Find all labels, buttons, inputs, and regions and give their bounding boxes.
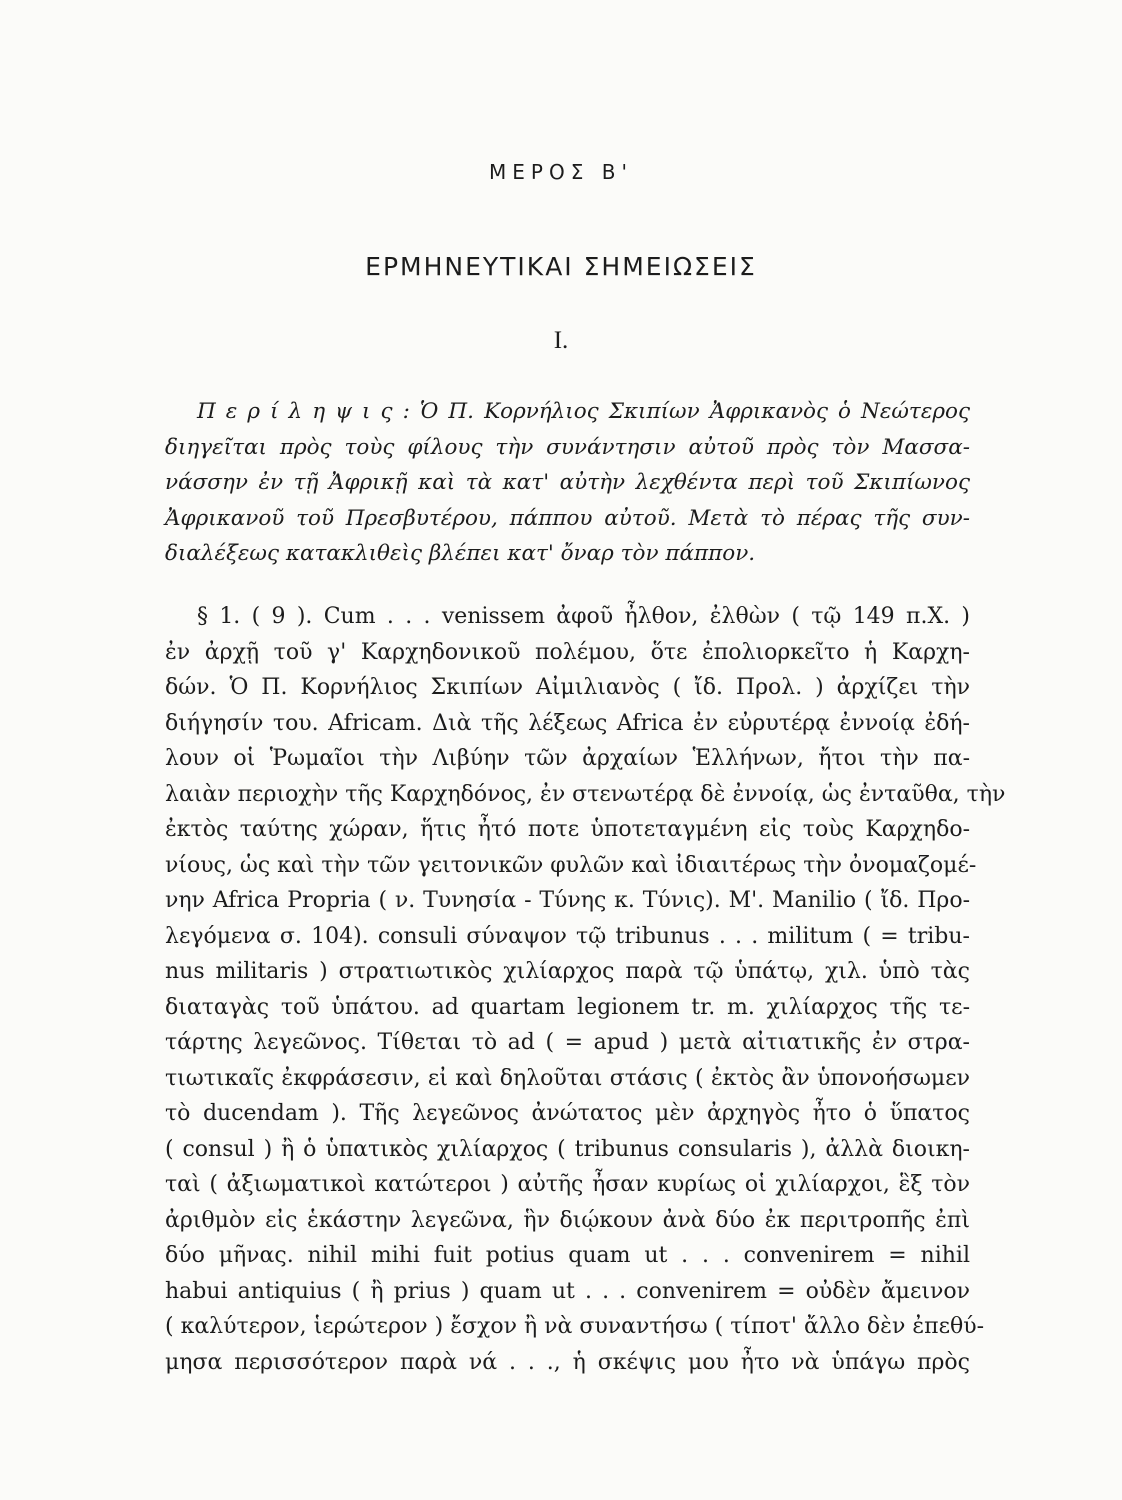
text-line: λεγόμενα σ. 104). consuli σύναψον τῷ tribunus . . . militum ( = tribu- <box>165 923 970 949</box>
text-line: νίους, ὡς καὶ τὴν τῶν γειτονικῶν φυλῶν καὶ ἰδιαιτέρως τὴν ὀνομαζομέ- <box>165 852 977 878</box>
section-title: ΕΡΜΗΝΕΥΤΙΚΑΙ ΣΗΜΕΙΩΣΕΙΣ <box>365 252 757 281</box>
commentary-paragraph <box>165 599 1006 1380</box>
text-line: Π ε ρ ί λ η ψ ι ς : Ὁ Π. Κορνήλιος Σκιπίων Ἀφρικανὸς ὁ Νεώτερος <box>197 399 970 424</box>
text-line: § 1. ( 9 ). Cum . . . venissem ἀφοῦ ἦλθον, ἐλθὼν ( τῷ 149 π.Χ. ) <box>197 604 970 629</box>
text-line: ταὶ ( ἀξιωματικοὶ κατώτεροι ) αὐτῆς ἦσαν κυρίως οἱ χιλίαρχοι, ἓξ τὸν <box>165 1172 970 1197</box>
text-line: δύο μῆνας. nihil mihi fuit potius quam ut . . . convenirem = nihil <box>165 1243 970 1268</box>
text-line: habui antiquius ( ἢ prius ) quam ut . . . convenirem = οὐδὲν ἄμεινον <box>165 1278 970 1304</box>
text-line: διαταγὰς τοῦ ὑπάτου. ad quartam legionem tr. m. χιλίαρχος τῆς τε- <box>165 994 970 1020</box>
text-line: nus militaris ) στρατιωτικὸς χιλίαρχος παρὰ τῷ ὑπάτῳ, χιλ. ὑπὸ τὰς <box>165 959 970 984</box>
text-line: δών. Ὁ Π. Κορνήλιος Σκιπίων Αἰμιλιανὸς ( ἴδ. Προλ. ) ἀρχίζει τὴν <box>165 675 970 700</box>
text-line: διήγησίν του. Africam. Διὰ τῆς λέξεως Africa ἐν εὐρυτέρᾳ ἐννοίᾳ ἐδή- <box>165 710 970 736</box>
text-line: διαλέξεως κατακλιθεὶς βλέπει κατ' ὄναρ τὸν πάππον. <box>165 541 756 566</box>
text-line: τιωτικαῖς ἐκφράσεσιν, εἰ καὶ δηλοῦται στάσις ( ἐκτὸς ἂν ὑπονοήσωμεν <box>165 1065 970 1091</box>
text-line: λαιὰν περιοχὴν τῆς Καρχηδόνος, ἐν στενωτέρᾳ δὲ ἐννοίᾳ, ὡς ἐνταῦθα, τὴν <box>165 781 1006 807</box>
summary-paragraph <box>165 394 970 572</box>
text-line: λουν οἱ Ῥωμαῖοι τὴν Λιβύην τῶν ἀρχαίων Ἑλλήνων, ἤτοι τὴν πα- <box>165 746 970 771</box>
text-line: ἀριθμὸν εἰς ἑκάστην λεγεῶνα, ἣν διῴκουν ἀνὰ δύο ἐκ περιτροπῆς ἐπὶ <box>165 1207 970 1233</box>
part-label: ΜΕΡΟΣ Β' <box>489 160 633 184</box>
text-line: μησα περισσότερον παρὰ νά . . ., ἡ σκέψις μου ἦτο νὰ ὑπάγω πρὸς <box>165 1349 970 1375</box>
text-line: νην Africa Propria ( ν. Τυνησία - Τύνης κ. Τύνις). M'. Manilio ( ἴδ. Προ- <box>165 888 970 913</box>
text-line: ( καλύτερον, ἱερώτερον ) ἔσχον ἢ νὰ συναντήσω ( τίποτ' ἄλλο δὲν ἐπεθύ- <box>165 1314 985 1339</box>
text-line: τάρτης λεγεῶνος. Τίθεται τὸ ad ( = apud ) μετὰ αἰτιατικῆς ἐν στρα- <box>165 1030 970 1055</box>
text-line: ἐκτὸς ταύτης χώραν, ἥτις ἦτό ποτε ὑποτεταγμένη εἰς τοὺς Καρχηδο- <box>165 817 970 842</box>
text-line: διηγεῖται πρὸς τοὺς φίλους τὴν συνάντησιν αὐτοῦ πρὸς τὸν Μασσα- <box>165 434 970 460</box>
section-number: I. <box>553 327 569 354</box>
text-line: ( consul ) ἢ ὁ ὑπατικὸς χιλίαρχος ( tribunus consularis ), ἀλλὰ διοικη- <box>165 1136 970 1162</box>
text-line: ἐν ἀρχῇ τοῦ γ' Καρχηδονικοῦ πολέμου, ὅτε ἐπολιορκεῖτο ἡ Καρχη- <box>165 639 970 665</box>
text-line: Ἀφρικανοῦ τοῦ Πρεσβυτέρου, πάππου αὐτοῦ. Μετὰ τὸ πέρας τῆς συν- <box>165 505 970 531</box>
text-line: νάσσην ἐν τῇ Ἀφρικῇ καὶ τὰ κατ' αὐτὴν λεχθέντα περὶ τοῦ Σκιπίωνος <box>165 470 970 495</box>
text-line: τὸ ducendam ). Τῆς λεγεῶνος ἀνώτατος μὲν ἀρχηγὸς ἦτο ὁ ὕπατος <box>165 1101 970 1126</box>
